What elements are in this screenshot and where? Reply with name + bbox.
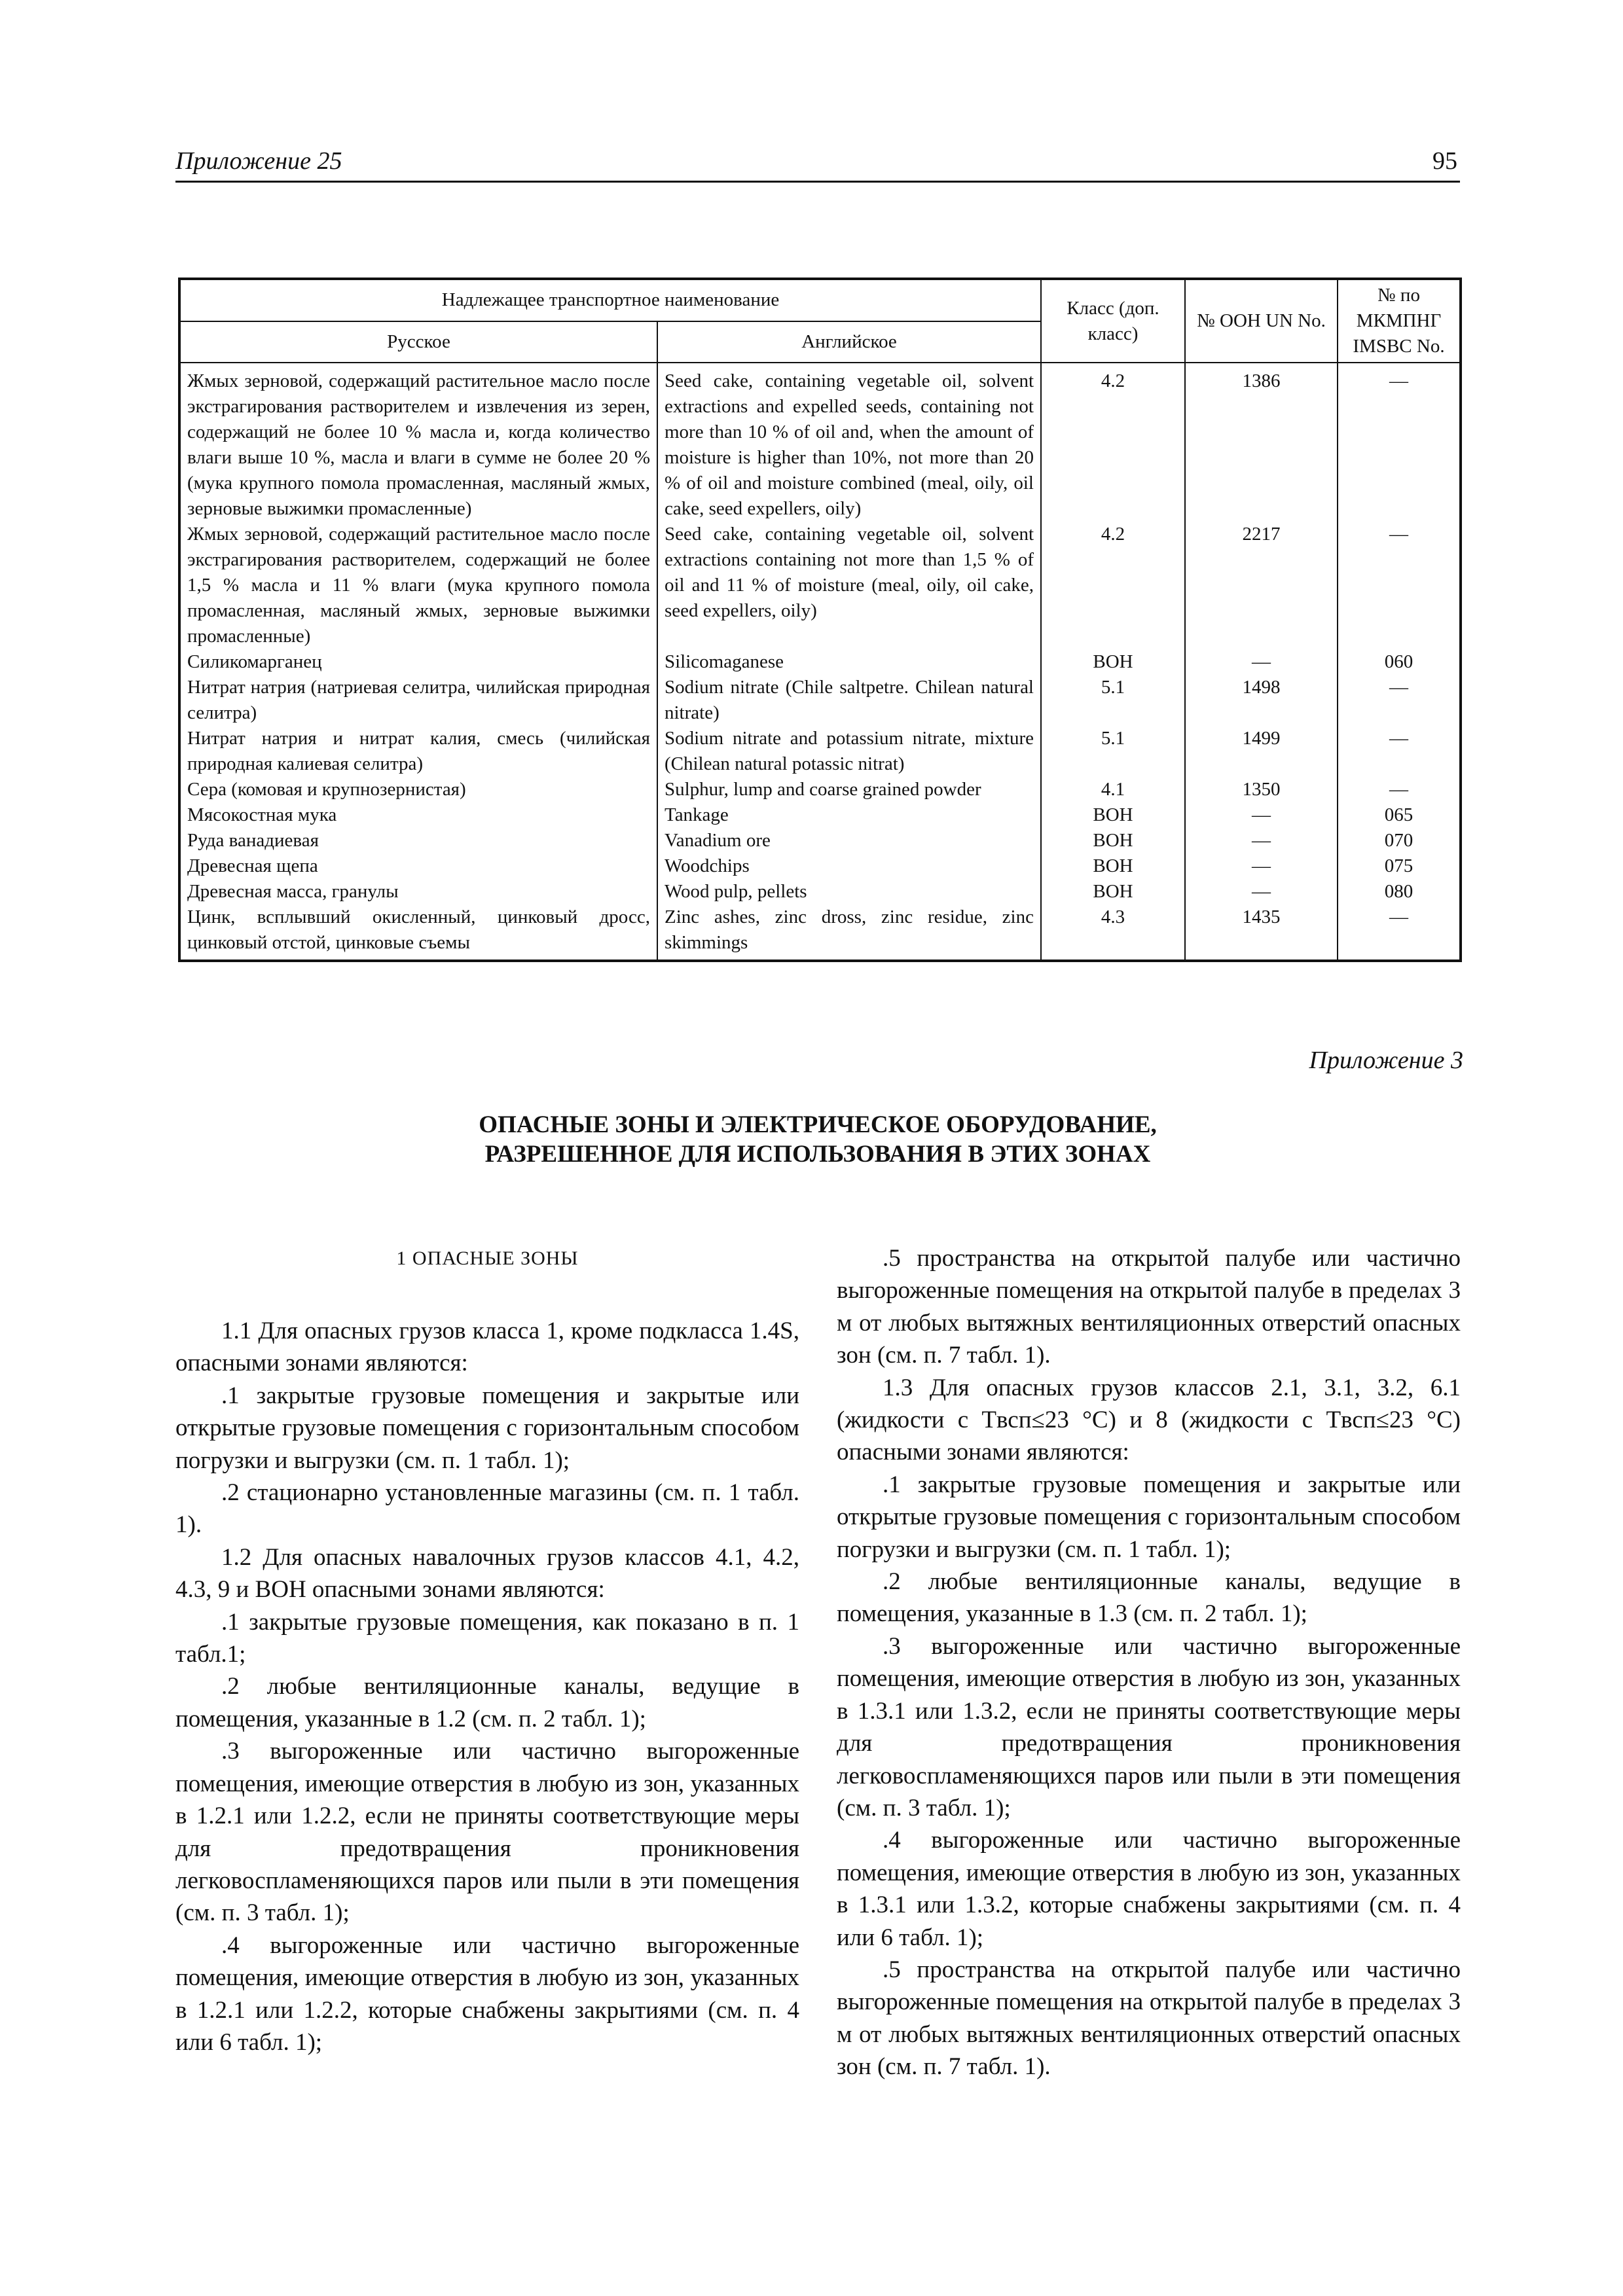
cell-russian-name: Древесная масса, гранулы [179, 879, 657, 905]
cell-english-name: Woodchips [657, 853, 1041, 879]
paragraph: .4 выгороженные или частично выгороженные помещения, имеющие отверстия в любую из зон, указанных в 1.3.1 или 1.3.2, которые снабжены закрытиями (см. п. 4 или 6 табл. 1); [837, 1827, 1461, 1951]
table-row [179, 879, 1461, 905]
main-title-line-2: РАЗРЕШЕННОЕ ДЛЯ ИСПОЛЬЗОВАНИЯ В ЭТИХ ЗОНАХ [484, 1141, 1151, 1168]
paragraph: .2 стационарно установленные магазины (см. п. 1 табл. 1). [175, 1479, 799, 1539]
cell-russian-name: Нитрат натрия и нитрат калия, смесь (чилийская природная калиевая селитра) [179, 726, 657, 777]
header-class: Класс (доп. класс) [1041, 279, 1185, 363]
section-heading: 1 ОПАСНЫЕ ЗОНЫ [396, 1247, 579, 1269]
cell-un-no: 2217 [1185, 522, 1338, 649]
header-russian: Русское [179, 321, 657, 363]
cell-class: 4.2 [1041, 363, 1185, 522]
paragraph: .3 выгороженные или частично выгороженные помещения, имеющие отверстия в любую из зон, указанных в 1.3.1 или 1.3.2, если не приняты соответствующие меры для предотвращения проникновения легковоспламеняющихся паров или пыли в эти помещения (см. п. 3 табл. 1); [837, 1632, 1461, 1821]
cell-un-no: 1435 [1185, 905, 1338, 961]
cell-class: ВОН [1041, 802, 1185, 828]
cell-russian-name: Цинк, всплывший окисленный, цинковый дросс, цинковый отстой, цинковые съемы [179, 905, 657, 961]
cell-class: 4.1 [1041, 777, 1185, 802]
cell-russian-name: Мясокостная мука [179, 802, 657, 828]
paragraph: .3 выгороженные или частично выгороженные помещения, имеющие отверстия в любую из зон, указанных в 1.2.1 или 1.2.2, если не приняты соответствующие меры для предотвращения проникновения легковоспламеняющихся паров или пыли в эти помещения (см. п. 3 табл. 1); [175, 1738, 799, 1927]
table-row [179, 802, 1461, 828]
cell-un-no: 1350 [1185, 777, 1338, 802]
cell-un-no: 1498 [1185, 675, 1338, 726]
cell-class: 4.3 [1041, 905, 1185, 961]
paragraph: .2 любые вентиляционные каналы, ведущие в помещения, указанные в 1.2 (см. п. 2 табл. 1); [175, 1673, 799, 1732]
paragraph: 1.3 Для опасных грузов классов 2.1, 3.1, 3.2, 6.1 (жидкости с Tвсп≤23 °C) и 8 (жидкости с Tвсп≤23 °C) опасными зонами являются: [837, 1374, 1461, 1466]
cell-imsbc-no: 080 [1338, 879, 1461, 905]
paragraph: 1.2 Для опасных навалочных грузов классов 4.1, 4.2, 4.3, 9 и ВОН опасными зонами являются: [175, 1543, 799, 1604]
cell-russian-name: Нитрат натрия (натриевая селитра, чилийская природная селитра) [179, 675, 657, 726]
cell-imsbc-no: — [1338, 726, 1461, 777]
cell-un-no: — [1185, 853, 1338, 879]
paragraph: .1 закрытые грузовые помещения и закрытые или открытые грузовые помещения с горизонтальным способом погрузки и выгрузки (см. п. 1 табл. 1); [837, 1471, 1461, 1563]
header-imsbc-no: № по МКМПНГ IMSBC No. [1338, 279, 1461, 363]
cell-un-no: 1386 [1185, 363, 1338, 522]
cell-english-name: Sulphur, lump and coarse grained powder [657, 777, 1041, 802]
cell-english-name: Zinc ashes, zinc dross, zinc residue, zinc skimmings [657, 905, 1041, 961]
header-proper-name: Надлежащее транспортное наименование [179, 279, 1041, 321]
table-row [179, 828, 1461, 853]
cell-russian-name: Сера (комовая и крупнозернистая) [179, 777, 657, 802]
cell-english-name: Silicomaganese [657, 649, 1041, 675]
cell-russian-name: Силикомарганец [179, 649, 657, 675]
cell-imsbc-no: 070 [1338, 828, 1461, 853]
table-row [179, 675, 1461, 726]
cell-russian-name: Жмых зерновой, содержащий растительное масло после экстрагирования растворителем и извлечения из зерен, содержащий не более 10 % масла и, когда количество влаги выше 10 %, масла и влаги в сумме не более 20 % (мука крупного помола промасленная, масляный жмых, зерновые выжимки промасленные) [179, 363, 657, 522]
cell-imsbc-no: — [1338, 522, 1461, 649]
cell-un-no: 1499 [1185, 726, 1338, 777]
paragraph: .5 пространства на открытой палубе или частично выгороженные помещения на открытой палубе в пределах 3 м от любых вытяжных вентиляционных отверстий опасных зон (см. п. 7 табл. 1). [837, 1956, 1461, 2081]
page-number: 95 [1432, 147, 1457, 175]
cell-class: ВОН [1041, 879, 1185, 905]
cell-imsbc-no: 060 [1338, 649, 1461, 675]
paragraph: .4 выгороженные или частично выгороженные помещения, имеющие отверстия в любую из зон, указанных в 1.2.1 или 1.2.2, которые снабжены закрытиями (см. п. 4 или 6 табл. 1); [175, 1931, 799, 2056]
cell-un-no: — [1185, 802, 1338, 828]
cell-un-no: — [1185, 828, 1338, 853]
cell-english-name: Seed cake, containing vegetable oil, solvent extractions and expelled seeds, containing not more than 10 % of oil and, when the amount of moisture is higher than 10%, not more than 20 % of oil and moisture combined (meal, oily, oil cake, seed expellers, oily) [657, 363, 1041, 522]
cell-class: ВОН [1041, 828, 1185, 853]
cell-imsbc-no: 065 [1338, 802, 1461, 828]
paragraph: 1.1 Для опасных грузов класса 1, кроме подкласса 1.4S, опасными зонами являются: [175, 1318, 799, 1377]
cell-imsbc-no: — [1338, 675, 1461, 726]
running-title: Приложение 25 [175, 147, 342, 175]
right-paragraphs [837, 1242, 1461, 2083]
cell-english-name: Vanadium ore [657, 828, 1041, 853]
cell-class: 5.1 [1041, 675, 1185, 726]
left-column [175, 1242, 799, 2058]
right-column [837, 1242, 1461, 2083]
cell-russian-name: Жмых зерновой, содержащий растительное масло после экстрагирования растворителем, содержащий не более 1,5 % масла и 11 % влаги (мука крупного помола промасленная, масляный жмых, зерновые выжимки промасленные) [179, 522, 657, 649]
cell-english-name: Seed cake, containing vegetable oil, solvent extractions containing not more than 1,5 % of oil and 11 % of moisture (meal, oily, oil cake, seed expellers, oily) [657, 522, 1041, 649]
paragraph: .2 любые вентиляционные каналы, ведущие в помещения, указанные в 1.3 (см. п. 2 табл. 1); [837, 1568, 1461, 1628]
table-row [179, 726, 1461, 777]
cell-class: 5.1 [1041, 726, 1185, 777]
main-title-line-1: ОПАСНЫЕ ЗОНЫ И ЭЛЕКТРИЧЕСКОЕ ОБОРУДОВАНИЕ, [479, 1111, 1157, 1138]
paragraph: .1 закрытые грузовые помещения, как показано в п. 1 табл.1; [175, 1608, 799, 1668]
paragraph: .1 закрытые грузовые помещения и закрытые или открытые грузовые помещения с горизонтальным способом погрузки и выгрузки (см. п. 1 табл. 1); [175, 1382, 799, 1474]
table-row [179, 777, 1461, 802]
cell-english-name: Sodium nitrate (Chile saltpetre. Chilean natural nitrate) [657, 675, 1041, 726]
cell-un-no: — [1185, 649, 1338, 675]
cell-russian-name: Руда ванадиевая [179, 828, 657, 853]
appendix-reference: Приложение 3 [1309, 1047, 1463, 1074]
table-header [179, 279, 1461, 363]
cell-imsbc-no: — [1338, 905, 1461, 961]
page-header [175, 147, 1460, 183]
cargo-table [178, 278, 1462, 962]
cell-class: ВОН [1041, 853, 1185, 879]
cell-english-name: Sodium nitrate and potassium nitrate, mixture (Chilean natural potassic nitrat) [657, 726, 1041, 777]
table-body [179, 363, 1461, 961]
cell-imsbc-no: 075 [1338, 853, 1461, 879]
header-english: Английское [657, 321, 1041, 363]
cell-english-name: Wood pulp, pellets [657, 879, 1041, 905]
cell-russian-name: Древесная щепа [179, 853, 657, 879]
cell-english-name: Tankage [657, 802, 1041, 828]
cell-imsbc-no: — [1338, 777, 1461, 802]
table-row [179, 522, 1461, 649]
cell-imsbc-no: — [1338, 363, 1461, 522]
table-row [179, 905, 1461, 961]
main-title [175, 1110, 1460, 1169]
table-row [179, 363, 1461, 522]
cell-class: 4.2 [1041, 522, 1185, 649]
cell-un-no: — [1185, 879, 1338, 905]
cell-class: ВОН [1041, 649, 1185, 675]
table-row [179, 853, 1461, 879]
table-row [179, 649, 1461, 675]
paragraph: .5 пространства на открытой палубе или частично выгороженные помещения на открытой палубе в пределах 3 м от любых вытяжных вентиляционных отверстий опасных зон (см. п. 7 табл. 1). [837, 1245, 1461, 1369]
left-paragraphs [175, 1315, 799, 2058]
header-un-no: № ООН UN No. [1185, 279, 1338, 363]
